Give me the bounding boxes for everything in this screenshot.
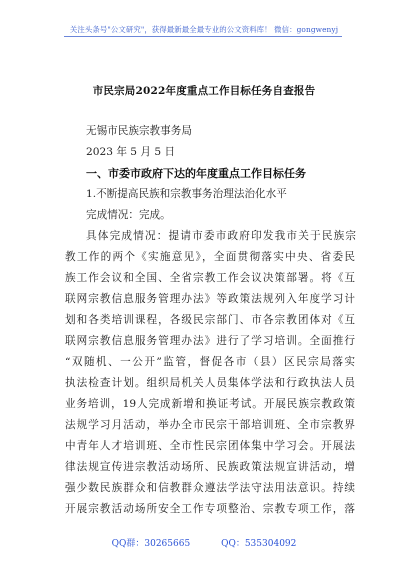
- body-line: 法规学习月活动，举办全市民宗干部培训班、全市宗教界: [65, 419, 355, 431]
- body-line: 联网宗教信息服务管理办法》进行了学习培训。全面推行: [65, 335, 355, 347]
- organization-line: 无锡市民族宗教事务局: [86, 125, 192, 137]
- body-line: 开展宗教活动场所安全工作专项整治、宗教专项工作，落: [65, 503, 355, 515]
- qq-group-text: QQ群：30265665: [111, 539, 191, 549]
- body-line: 教工作的两个《实施意见》，全面贯彻落实中央、省委民: [65, 251, 355, 263]
- body-line: 执法检查计划。组织局机关人员集体学法和行政执法人员: [65, 377, 355, 389]
- body-line: 划和各类培训课程，各级民宗部门、市各宗教团体对《互: [65, 314, 355, 326]
- footer: [0, 536, 408, 549]
- header-divider: [64, 36, 342, 37]
- document-title: 市民宗局2022年度重点工作目标任务自查报告: [92, 85, 316, 97]
- body-line: 律法规宣传进宗教活动场所、民族政策法规宣讲活动，增: [65, 461, 355, 473]
- body-line: 强少数民族群众和信教群众遵法学法守法用法意识。持续: [65, 482, 355, 494]
- status-line: 完成情况：完成。: [86, 209, 171, 221]
- body-line: 业务培训，19人完成新增和换证考试。开展民族宗教政策: [65, 398, 355, 410]
- body-line: 族工作会议和全国、全省宗教工作会议决策部署。将《互: [65, 272, 355, 284]
- body-line: 具体完成情况：提请市委市政府印发我市关于民族宗: [86, 230, 356, 242]
- body-line: “双随机、一公开”监管，督促各市（县）区民宗局落实: [65, 356, 355, 368]
- item-title: 1.不断提高民族和宗教事务治理法治化水平: [86, 188, 287, 200]
- body-line: 联网宗教信息服务管理办法》等政策法规列入年度学习计: [65, 293, 355, 305]
- header-banner: 关注头条号"公文研究"，获得最新最全最专业的公文资料库！ 微信：gongwenyj: [69, 25, 339, 34]
- date-line: 2023 年 5 月 5 日: [86, 146, 176, 158]
- qq-text: QQ：535304092: [221, 539, 297, 549]
- section-heading: 一、市委市政府下达的年度重点工作目标任务: [86, 167, 306, 180]
- body-line: 中青年人才培训班、全市性民宗团体集中学习会。开展法: [65, 440, 355, 452]
